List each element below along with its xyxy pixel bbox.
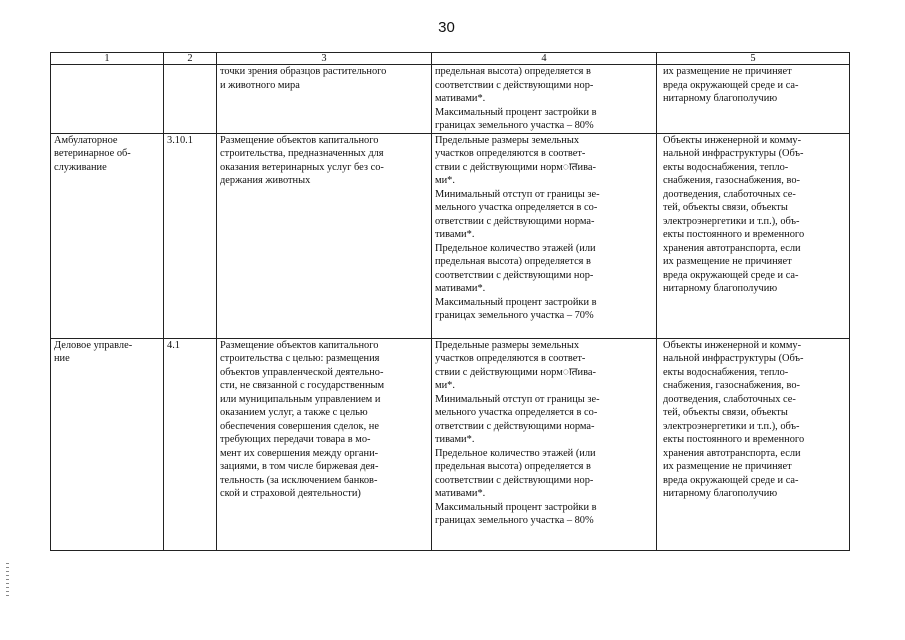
restrictions-cell: Объекты инженерной и комму- нальной инфраструктуры (Объ- екты водоснабжения, тепло- снабжения, газоснабжения, во- доотведения, слаботочных се- тей, объекты связи, объекты электроэнергетики и т.п.), объ- екты постоянного и временного хранения автотранспорта, если их размещение не причиняет вреда окружающей среде и са- нитарному благополучию <box>657 338 850 550</box>
use-code-cell: 3.10.1 <box>164 133 217 338</box>
zoning-table <box>50 52 850 551</box>
table-row <box>51 65 850 134</box>
parameters-cell: предельная высота) определяется в соответствии с действующими нор- мативами*. Максимальный процент застройки в границах земельного участка – 80% <box>432 65 657 134</box>
restrictions-cell: Объекты инженерной и комму- нальной инфраструктуры (Объ- екты водоснабжения, тепло- снабжения, газоснабжения, во- доотведения, слаботочных се- тей, объекты связи, объекты электроэнергетики и т.п.), объ- екты постоянного и временного хранения автотранспорта, если их размещение не причиняет вреда окружающей среде и са- нитарному благополучию <box>657 133 850 338</box>
scan-margin-mark <box>6 563 9 597</box>
table-header-row <box>51 53 850 65</box>
page-number: 30 <box>438 19 455 36</box>
column-header: 3 <box>217 53 432 65</box>
use-description-cell: точки зрения образцов растительного и животного мира <box>217 65 432 134</box>
use-code-cell: 4.1 <box>164 338 217 550</box>
use-description-cell: Размещение объектов капитального строительства, предназначенных для оказания ветеринарных услуг без со- держания животных <box>217 133 432 338</box>
table-row <box>51 133 850 338</box>
use-name-cell <box>51 65 164 134</box>
column-header: 5 <box>657 53 850 65</box>
use-name-cell: Амбулаторное ветеринарное об- служивание <box>51 133 164 338</box>
parameters-cell: Предельные размеры земельных участков определяются в соответ- ствии с действующими нормातива- ми*. Минимальный отступ от границы зе- мельного участка определяется в со- ответствии с действующими норма- тивами*. Предельное количество этажей (или предельная высота) определяется в соответствии с действующими нор- мативами*. Максимальный процент застройки в границах земельного участка – 80% <box>432 338 657 550</box>
column-header: 1 <box>51 53 164 65</box>
use-code-cell <box>164 65 217 134</box>
restrictions-cell: их размещение не причиняет вреда окружающей среде и са- нитарному благополучию <box>657 65 850 134</box>
parameters-cell: Предельные размеры земельных участков определяются в соответ- ствии с действующими нормातива- ми*. Минимальный отступ от границы зе- мельного участка определяется в со- ответствии с действующими норма- тивами*. Предельное количество этажей (или предельная высота) определяется в соответствии с действующими нор- мативами*. Максимальный процент застройки в границах земельного участка – 70% <box>432 133 657 338</box>
column-header: 4 <box>432 53 657 65</box>
table-row <box>51 338 850 550</box>
use-name-cell: Деловое управле- ние <box>51 338 164 550</box>
use-description-cell: Размещение объектов капитального строительства с целью: размещения объектов управленческой деятельно- сти, не связанной с государственным или муниципальным управлением и оказанием услуг, а также с целью обеспечения совершения сделок, не требующих передачи товара в мо- мент их совершения между органи- зациями, в том числе биржевая дея- тельность (за исключением банков- ской и страховой деятельности) <box>217 338 432 550</box>
column-header: 2 <box>164 53 217 65</box>
